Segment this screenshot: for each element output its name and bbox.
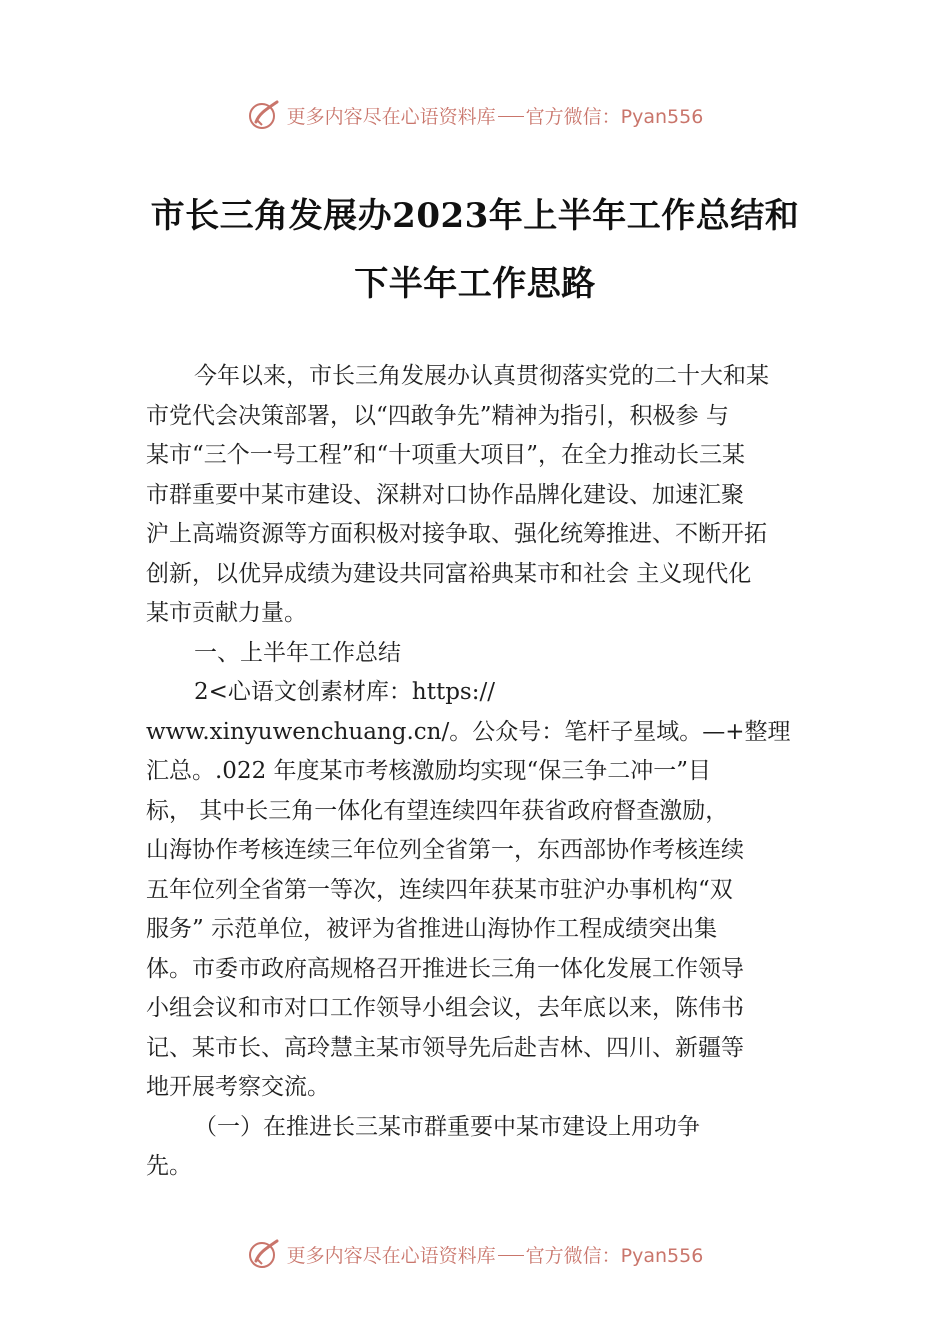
paragraph-line: 体。市委市政府高规格召开推进长三角一体化发展工作领导 bbox=[146, 955, 744, 982]
paragraph-line: www.xinyuwenchuang.cn/。公众号：笔杆子星域。—+整理 bbox=[146, 718, 791, 745]
watermark-wechat: 官方微信：Pyan556 bbox=[525, 105, 704, 128]
brush-logo-icon bbox=[247, 1237, 281, 1271]
paragraph-line: 小组会议和市对口工作领导小组会议，去年底以来，陈伟书 bbox=[146, 995, 744, 1021]
paragraph-line: 某市贡献力量。 bbox=[146, 600, 307, 626]
watermark-header bbox=[0, 95, 950, 135]
paragraph-line: 2<心语文创素材库：https:// bbox=[194, 679, 495, 705]
paragraph-line: 地开展考察交流。 bbox=[146, 1074, 330, 1100]
watermark-wechat: 官方微信：Pyan556 bbox=[525, 1244, 704, 1267]
watermark-separator bbox=[498, 116, 524, 117]
document-body bbox=[146, 357, 836, 1187]
paragraph-line: 沪上高端资源等方面积极对接争取、强化统筹推进、不断开拓 bbox=[146, 521, 767, 547]
paragraph-line: 服务” 示范单位，被评为省推进山海协作工程成绩突出集 bbox=[146, 916, 718, 942]
paragraph-line: 五年位列全省第一等次，连续四年获某市驻沪办事机构“双 bbox=[146, 876, 733, 903]
paragraph-line: 记、某市长、高玲慧主某市领导先后赴吉林、四川、新疆等 bbox=[146, 1034, 744, 1061]
paragraph-line: 汇总。.022 年度某市考核激励均实现“保三争二冲一”目 bbox=[146, 758, 712, 784]
section-heading: 一、上半年工作总结 bbox=[194, 639, 401, 666]
paragraph-line: 标， 其中长三角一体化有望连续四年获省政府督查激励， bbox=[146, 797, 729, 824]
document-title-line-2: 下半年工作思路 bbox=[354, 264, 596, 304]
watermark-separator bbox=[498, 1255, 524, 1256]
document-title-line-1: 市长三角发展办2023年上半年工作总结和 bbox=[150, 196, 800, 236]
subsection-heading-continued: 先。 bbox=[146, 1153, 192, 1179]
paragraph-line: 市党代会决策部署，以“四敢争先”精神为指引，积极参 与 bbox=[146, 402, 729, 429]
brush-logo-icon bbox=[247, 98, 281, 132]
paragraph-line: 创新，以优异成绩为建设共同富裕典某市和社会 主义现代化 bbox=[146, 560, 752, 587]
watermark-footer bbox=[0, 1234, 950, 1274]
watermark-text: 更多内容尽在心语资料库 bbox=[286, 1244, 496, 1267]
paragraph-line: 今年以来，市长三角发展办认真贯彻落实党的二十大和某 bbox=[194, 363, 769, 389]
subsection-heading: （一）在推进长三某市群重要中某市建设上用功争 bbox=[194, 1113, 700, 1140]
watermark-text: 更多内容尽在心语资料库 bbox=[286, 105, 496, 128]
paragraph-line: 山海协作考核连续三年位列全省第一，东西部协作考核连续 bbox=[146, 837, 744, 863]
paragraph-line: 某市“三个一号工程”和“十项重大项目”，在全力推动长三某 bbox=[146, 442, 746, 468]
paragraph-line: 市群重要中某市建设、深耕对口协作品牌化建设、加速汇聚 bbox=[146, 481, 744, 508]
